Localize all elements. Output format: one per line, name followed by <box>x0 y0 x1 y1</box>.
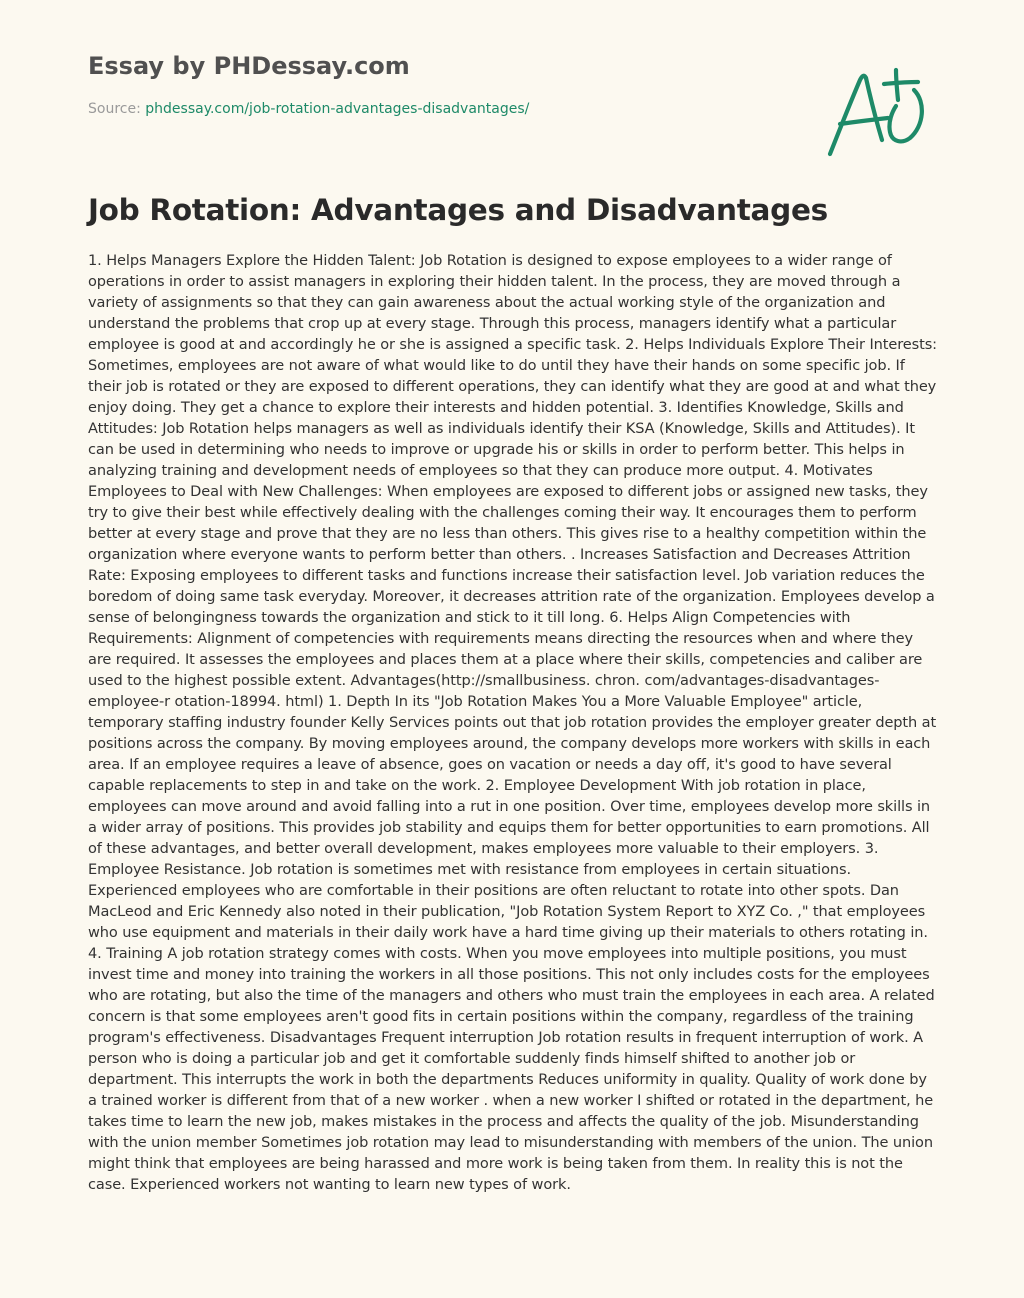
site-brand[interactable]: Essay by PHDessay.com <box>88 52 410 80</box>
essay-body: 1. Helps Managers Explore the Hidden Talent: Job Rotation is designed to expose employees to a wider range of operations in order to assist managers in exploring their hidden talent. In the process, they are moved through a variety of assignments so that they can gain awareness about the actual working style of the organization and understand the problems that crop up at every stage. Through this process, managers identify what a particular employee is good at and accordingly he or she is assigned a specific task. 2. Helps Individuals Explore Their Interests: Sometimes, employees are not aware of what would like to do until they have their hands on some specific job. If their job is rotated or they are exposed to different operations, they can identify what they are good at and what they enjoy doing. They get a chance to explore their interests and hidden potential. 3. Identifies Knowledge, Skills and Attitudes: Job Rotation helps managers as well as individuals identify their KSA (Knowledge, Skills and Attitudes). It can be used in determining who needs to improve or upgrade his or skills in order to perform better. This helps in analyzing training and development needs of employees so that they can produce more output. 4. Motivates Employees to Deal with New Challenges: When employees are exposed to different jobs or assigned new tasks, they try to give their best while effectively dealing with the challenges coming their way. It encourages them to perform better at every stage and prove that they are no less than others. This gives rise to a healthy competition within the organization where everyone wants to perform better than others. . Increases Satisfaction and Decreases Attrition Rate: Exposing employees to different tasks and functions increase their satisfaction level. Job variation reduces the boredom of doing same task everyday. Moreover, it decreases attrition rate of the organization. Employees develop a sense of belongingness towards the organization and stick to it till long. 6. Helps Align Competencies with Requirements: Alignment of competencies with requirements means directing the resources when and where they are required. It assesses the employees and places them at a place where their skills, competencies and caliber are used to the highest possible extent. Advantages(http://smallbusiness. chron. com/advantages-disadvantages-employee-r otation-18994. html) 1. Depth In its "Job Rotation Makes You a More Valuable Employee" article, temporary staffing industry founder Kelly Services points out that job rotation provides the employer greater depth at positions across the company. By moving employees around, the company develops more workers with skills in each area. If an employee requires a leave of absence, goes on vacation or needs a day off, it's good to have several capable replacements to step in and take on the work. 2. Employee Development With job rotation in place, employees can move around and avoid falling into a rut in one position. Over time, employees develop more skills in a wider array of positions. This provides job stability and equips them for better opportunities to earn promotions. All of these advantages, and better overall development, makes employees more valuable to their employers. 3. Employee Resistance. Job rotation is sometimes met with resistance from employees in certain situations. Experienced employees who are comfortable in their positions are often reluctant to rotate into other spots. Dan MacLeod and Eric Kennedy also noted in their publication, "Job Rotation System Report to XYZ Co. ," that employees who use equipment and materials in their daily work have a hard time giving up their materials to others rotating in. 4. Training A job rotation strategy comes with costs. When you move employees into multiple positions, you must invest time and money into training the workers in all those positions. This not only includes costs for the employees who are rotating, but also the time of the managers and others who must train the employees in each area. A related concern is that some employees aren't good fits in certain positions within the company, regardless of the training program's effectiveness. Disadvantages Frequent interruption Job rotation results in frequent interruption of work. A person who is doing a particular job and get it comfortable suddenly finds himself shifted to another job or department. This interrupts the work in both the departments Reduces uniformity in quality. Quality of work done by a trained worker is different from that of a new worker . when a new worker I shifted or rotated in the department, he takes time to learn the new job, makes mistakes in the process and affects the quality of the job. Misunderstanding with the union member Sometimes job rotation may lead to misunderstanding with members of the union. The union might think that employees are being harassed and more work is being taken from them. In reality this is not the case. Experienced workers not wanting to learn new types of work. <box>88 252 937 1193</box>
source-line <box>88 99 688 119</box>
page-header <box>88 50 688 119</box>
source-link[interactable]: phdessay.com/job-rotation-advantages-disadvantages/ <box>145 101 530 117</box>
source-label: Source: <box>88 101 141 117</box>
page-title: Job Rotation: Advantages and Disadvantages <box>88 193 828 227</box>
a-plus-grade-icon <box>826 66 930 162</box>
